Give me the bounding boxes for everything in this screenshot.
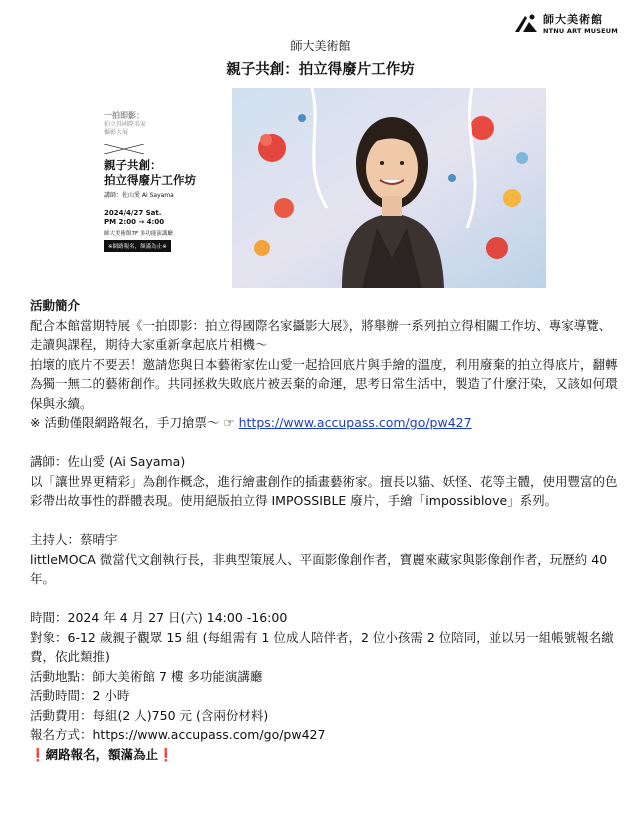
intro-paragraph-1: 配合本館當期特展《一拍即影：拍立得國際名家攝影大展》，將舉辦一系列拍立得相關工作坊、專家導覽、走讀與課程，期待大家重新拿起底片相機～	[30, 317, 612, 352]
organizer-name: 師大美術館	[290, 39, 351, 53]
lecturer-bio: 以「讓世界更精彩」為創作概念，進行繪畫創作的插畫藝術家。擅長以貓、妖怪、花等主體，使用豐富的色彩帶出故事性的群體表現。使用絕版拍立得 IMPOSSIBLE 廢片，手繪「impossiblove」系列。	[30, 473, 618, 508]
moderator-bio: littleMOCA 微當代文創執行長，非典型策展人、平面影像創作者，寶麗來藏家與影像創作者，玩歷約 40 年。	[30, 551, 608, 586]
logo-text-zh: 師大美術館	[543, 13, 603, 26]
intro-heading: 活動簡介	[30, 298, 81, 313]
banner-info-panel	[92, 88, 232, 288]
registration-link[interactable]: https://www.accupass.com/go/pw427	[238, 415, 472, 430]
banner-exhibition-sub: 拍立得國際名家 攝影大展	[104, 121, 147, 136]
banner-host: 講師：佐山愛 Ai Sayama	[104, 192, 174, 199]
museum-logo	[513, 8, 631, 40]
lecturer-heading: 講師：佐山愛 (Ai Sayama)	[30, 454, 186, 469]
event-duration: 活動時間：2 小時	[30, 688, 130, 703]
banner-date: 2024/4/27 Sat. PM 2:00 → 4:00	[104, 209, 165, 226]
event-signup: 報名方式：https://www.accupass.com/go/pw427	[30, 727, 326, 742]
intro-paragraph-2: 拍壞的底片不要丟！邀請您與日本藝術家佐山愛一起拾回底片與手繪的溫度，利用廢棄的拍立得底片，翻轉為獨一無二的藝術創作。共同拯救失敗底片被丟棄的命運，思考日常生活中，製造了什麼汙染，又該如何環保與永續。	[30, 356, 618, 411]
event-target: 對象：6-12 歲親子觀眾 15 組 (每組需有 1 位成人陪伴者，2 位小孩需 2 位陪同，並以另一組帳號報名繳費，依此類推)	[30, 629, 614, 664]
page-title: 親子共創：拍立得廢片工作坊	[226, 62, 415, 78]
event-time: 時間：2024 年 4 月 27 日(六) 14:00 -16:00	[30, 610, 288, 625]
museum-logo-icon	[513, 12, 539, 36]
event-venue: 活動地點：師大美術館 7 樓 多功能演講廳	[30, 668, 263, 684]
banner-register-badge: ※網路報名，額滿為止※	[104, 240, 171, 252]
event-banner	[92, 88, 546, 288]
lecturer-photo	[232, 88, 546, 288]
registration-note	[30, 413, 620, 433]
registration-note-text: ※ 活動僅限網路報名，手刀搶票～ ☞	[30, 415, 235, 430]
cross-lines-icon	[104, 144, 144, 154]
event-description	[30, 296, 620, 764]
event-fee: 活動費用：每組(2 人)750 元 (含兩份材料)	[30, 707, 269, 723]
logo-text-en: NTNU ART MUSEUM	[543, 27, 618, 35]
moderator-heading: 主持人：蔡晴宇	[30, 532, 118, 547]
banner-exhibition: 一拍即影：	[104, 111, 144, 120]
banner-title: 親子共創： 拍立得廢片工作坊	[104, 158, 196, 187]
banner-venue: 師大美術館7F 多功能演講廳	[104, 231, 173, 237]
event-notice: ❗網路報名，額滿為止❗	[30, 746, 174, 762]
